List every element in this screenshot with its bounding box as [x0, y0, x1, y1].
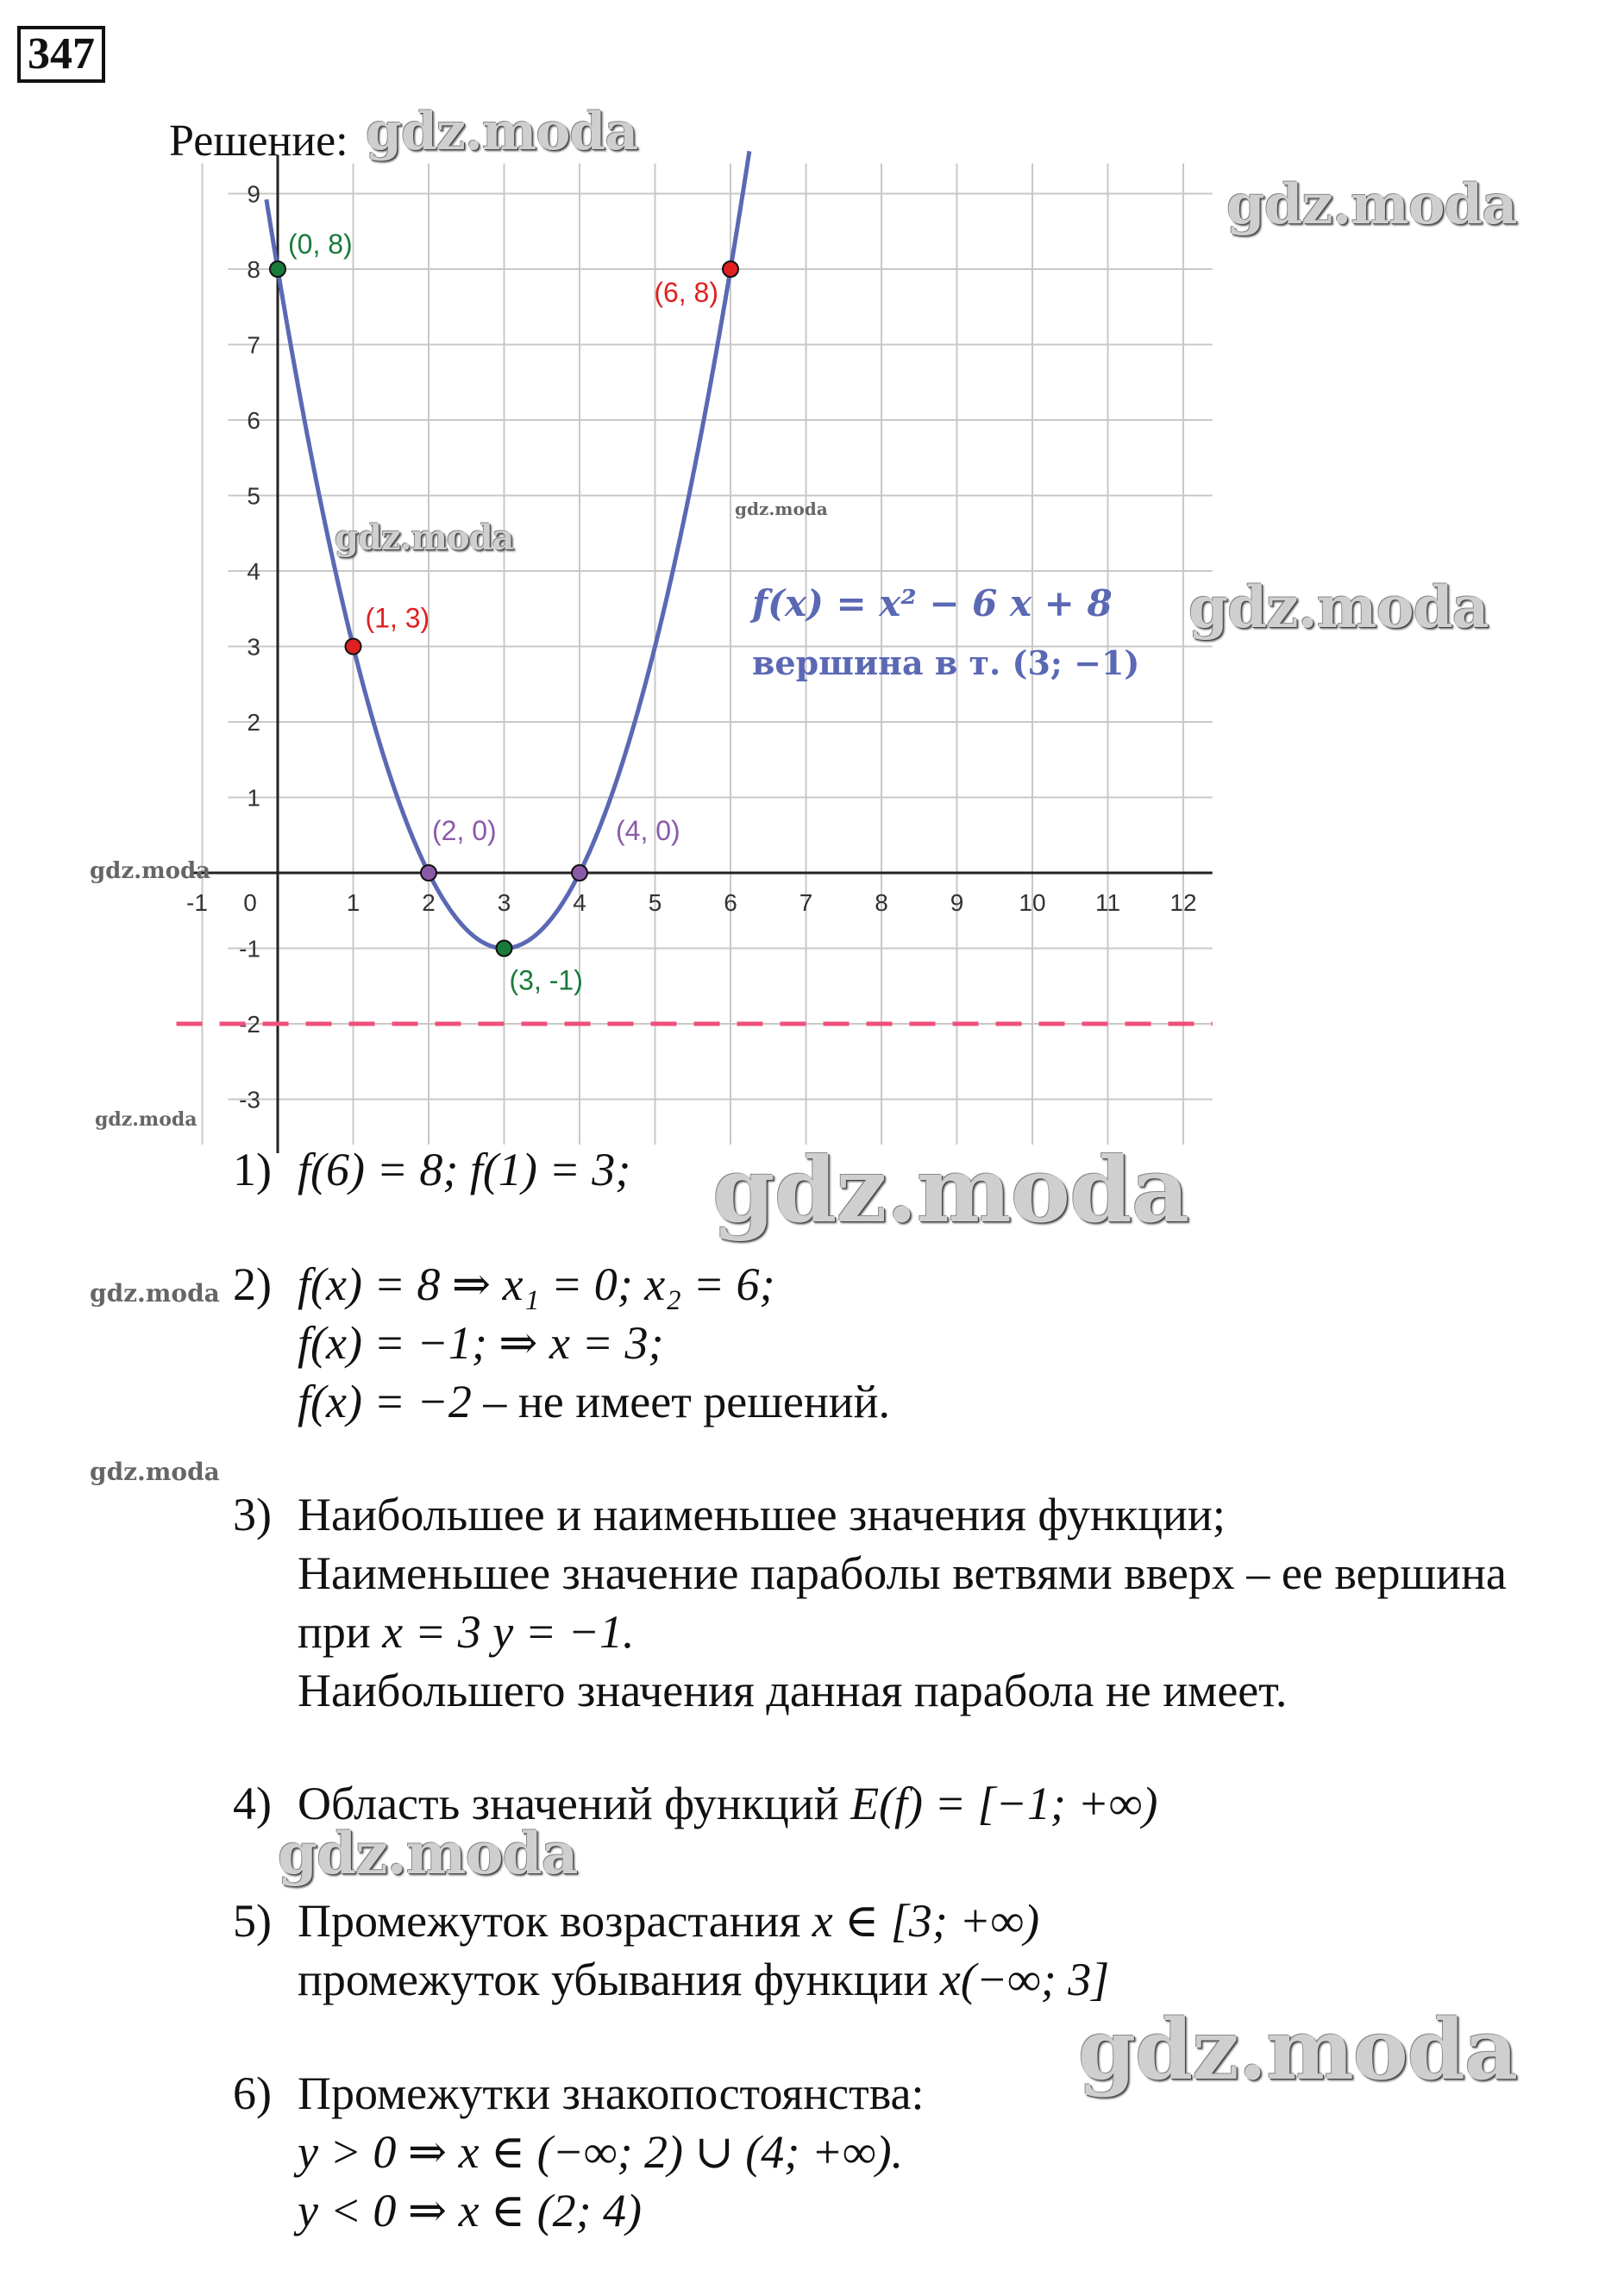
point-label: (3, -1) — [509, 964, 583, 996]
step-1-text: f(6) = 8; f(1) = 3; — [298, 1144, 631, 1195]
vertex-annotation: вершина в т. (3; −1) — [752, 643, 1140, 682]
step-number: 5) — [233, 1895, 272, 1947]
point-label: (6, 8) — [654, 277, 718, 308]
step-6-line-3: y < 0 ⇒ x ∈ (2; 4) — [298, 2185, 643, 2236]
step-2 — [233, 1255, 774, 1314]
step-4 — [233, 1774, 1157, 1833]
point-marker — [497, 941, 512, 957]
y-tick-label: -2 — [239, 1011, 260, 1038]
step-3-line-1: Наибольшее и наименьшее значения функции; — [298, 1489, 1226, 1540]
x-tick-label: 8 — [875, 889, 888, 916]
step-number: 1) — [233, 1144, 272, 1195]
x-tick-label: 7 — [799, 889, 813, 916]
solution-label: Решение: — [169, 116, 348, 166]
y-tick-label: -3 — [239, 1086, 260, 1113]
y-tick-label: 1 — [247, 784, 260, 812]
step-6-line-2: y > 0 ⇒ x ∈ (−∞; 2) ∪ (4; +∞). — [298, 2126, 904, 2178]
point-marker — [723, 261, 738, 277]
step-4-math: E(f) = [−1; +∞) — [850, 1778, 1158, 1829]
step-3-line-3-text: при — [298, 1606, 383, 1658]
x-tick-label: -1 — [186, 889, 208, 916]
step-6-line-1: Промежутки знакопостоянства: — [298, 2067, 925, 2119]
step-number: 6) — [233, 2067, 272, 2119]
y-tick-label: 4 — [247, 558, 260, 585]
point-marker — [270, 261, 285, 277]
y-tick-label: -1 — [239, 935, 260, 963]
step-3 — [233, 1485, 1226, 1544]
point-marker — [421, 865, 436, 881]
step-number: 3) — [233, 1489, 272, 1540]
watermark-small: gdz.moda — [90, 858, 211, 884]
step-3-line-3-math: x = 3 y = −1. — [382, 1606, 635, 1658]
problem-number: 347 — [17, 26, 105, 83]
x-tick-label: 10 — [1019, 889, 1046, 916]
x-tick-label: 2 — [422, 889, 436, 916]
watermark-small: gdz.moda — [90, 1458, 220, 1486]
step-1 — [233, 1140, 630, 1199]
point-label: (1, 3) — [365, 602, 430, 634]
y-tick-label: 2 — [247, 709, 260, 736]
point-label: (0, 8) — [288, 229, 353, 260]
formula-annotation: f(x) = x² − 6 x + 8 — [752, 582, 1113, 624]
point-marker — [346, 639, 361, 655]
step-4-text: Область значений функций — [298, 1778, 851, 1829]
step-5-line-1-text: Промежуток возрастания — [298, 1895, 812, 1947]
step-number: 4) — [233, 1778, 272, 1829]
x-tick-label: 0 — [243, 889, 257, 916]
watermark-small: gdz.moda — [90, 1279, 220, 1308]
x-tick-label: 9 — [950, 889, 964, 916]
step-3-line-2: Наименьшее значение параболы ветвями вверх – ее вершина — [298, 1547, 1507, 1599]
x-tick-label: 12 — [1169, 889, 1197, 916]
x-tick-label: 6 — [724, 889, 737, 916]
step-number: 2) — [233, 1258, 272, 1310]
point-label: (2, 0) — [432, 815, 497, 846]
step-6 — [233, 2064, 924, 2123]
watermark: gdz.moda — [1188, 574, 1489, 641]
step-3-line-4: Наибольшего значения данная парабола не имеет. — [298, 1665, 1288, 1716]
x-tick-label: 5 — [648, 889, 662, 916]
y-tick-label: 9 — [247, 180, 260, 208]
x-tick-label: 1 — [346, 889, 361, 916]
point-label: (4, 0) — [616, 815, 680, 846]
watermark: gdz.moda — [278, 1820, 578, 1887]
watermark: gdz.moda — [1226, 173, 1517, 237]
y-tick-label: 3 — [247, 633, 260, 661]
x-tick-label: 11 — [1094, 889, 1121, 916]
y-tick-label: 8 — [247, 256, 260, 283]
step-2-line-3 — [298, 1372, 890, 1431]
x-tick-label: 4 — [573, 889, 586, 916]
y-tick-label: 7 — [247, 331, 260, 359]
step-5-line-2-text: промежуток убывания функции — [298, 1954, 940, 2005]
step-3-line-3 — [298, 1603, 635, 1661]
step-5-line-2 — [298, 1950, 1109, 2009]
watermark-large: gdz.moda — [712, 1137, 1189, 1243]
watermark-small: gdz.moda — [735, 499, 828, 519]
step-2-line-2: f(x) = −1; ⇒ x = 3; — [298, 1317, 664, 1369]
y-tick-label: 6 — [247, 407, 260, 434]
watermark: gdz.moda — [366, 102, 638, 162]
y-tick-label: 5 — [247, 482, 260, 510]
step-5 — [233, 1891, 1039, 1950]
watermark-large: gdz.moda — [1078, 2001, 1518, 2098]
point-marker — [572, 865, 587, 881]
step-2-line-3-math: f(x) = −2 — [298, 1376, 472, 1427]
x-tick-label: 3 — [497, 889, 511, 916]
step-2-line-3-text: – не имеет решений. — [471, 1376, 891, 1427]
step-5-line-1-math: x ∈ [3; +∞) — [812, 1895, 1040, 1947]
step-2-line-1: f(x) = 8 ⇒ x₁ = 0; x₂ = 6; — [298, 1258, 775, 1310]
watermark-small: gdz.moda — [95, 1108, 198, 1131]
watermark: gdz.moda — [335, 518, 514, 558]
step-5-line-2-math: x(−∞; 3] — [939, 1954, 1110, 2005]
